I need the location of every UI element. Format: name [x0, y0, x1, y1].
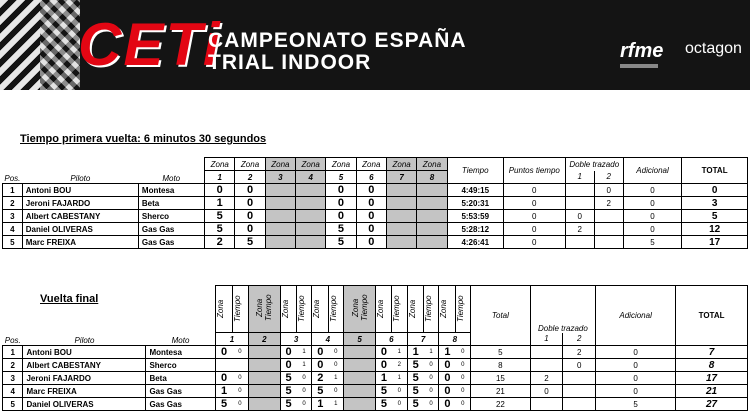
zone-3-time: 0 — [297, 372, 312, 385]
table-row — [3, 197, 748, 210]
zone-5-score: 0 — [326, 184, 356, 197]
zone-1-time: 0 — [232, 346, 248, 359]
rider-name: Albert CABESTANY — [22, 210, 138, 223]
time-cell: 4:49:15 — [447, 184, 503, 197]
zone-1-score: 1 — [216, 385, 232, 398]
double-trace-1 — [565, 184, 594, 197]
championship-title — [208, 30, 467, 74]
zone-6-score: 0 — [356, 236, 386, 249]
bike-brand: Montesa — [146, 346, 216, 359]
zone-8-score: 0 — [439, 398, 455, 411]
final-header-tiempo-4: Tiempo — [328, 295, 338, 323]
table-row — [3, 223, 748, 236]
double-trace-2: 2 — [563, 346, 596, 359]
zone-3-score: 5 — [280, 372, 296, 385]
bike-brand: Beta — [138, 197, 204, 210]
zone-6-score: 0 — [356, 184, 386, 197]
zone-3-score: 5 — [280, 385, 296, 398]
bike-brand: Beta — [146, 372, 216, 385]
zone-4-score — [296, 223, 326, 236]
zone-8-score — [417, 197, 447, 210]
additional-points: 0 — [623, 210, 681, 223]
additional-points: 0 — [623, 197, 681, 210]
zone-1-score: 5 — [216, 398, 232, 411]
zone-8-score — [417, 184, 447, 197]
total-points: 21 — [676, 385, 748, 398]
time-points: 0 — [503, 184, 565, 197]
zone-4-score: 2 — [312, 372, 328, 385]
double-trace-1 — [565, 236, 594, 249]
table-row — [3, 385, 748, 398]
time-cell: 4:26:41 — [447, 236, 503, 249]
final-zone-num-8: 8 — [439, 333, 471, 346]
zone-8-time: 0 — [455, 398, 470, 411]
pos-cell: 2 — [3, 197, 23, 210]
header-dt-1: 1 — [565, 171, 594, 184]
additional-points: 5 — [623, 236, 681, 249]
final-zone-num-3: 3 — [280, 333, 312, 346]
pos-cell: 3 — [3, 372, 23, 385]
header-banner — [0, 0, 750, 90]
additional-points: 0 — [623, 223, 681, 236]
final-header-adicional: Adicional — [596, 286, 676, 346]
zone-4-score: 0 — [312, 359, 328, 372]
lap1-header-row — [3, 158, 748, 171]
zone-3-score — [265, 236, 295, 249]
zone-1-time: 0 — [232, 372, 248, 385]
zone-4-time: 0 — [328, 359, 343, 372]
double-trace-2: 2 — [594, 197, 623, 210]
header-tiempo: Tiempo — [447, 158, 503, 184]
final-title: Vuelta final — [40, 293, 99, 305]
final-zone-num-2: 2 — [248, 333, 280, 346]
zone-5-score: 0 — [326, 210, 356, 223]
header-zone-num-6: 6 — [356, 171, 386, 184]
time-cell: 5:28:12 — [447, 223, 503, 236]
zone-6-score: 0 — [356, 197, 386, 210]
total-points: 0 — [682, 184, 748, 197]
final-zone-num-4: 4 — [312, 333, 344, 346]
time-cell: 5:53:59 — [447, 210, 503, 223]
final-header-total2: TOTAL — [676, 286, 748, 346]
final-header-dt-2: 2 — [563, 333, 596, 346]
final-header-tiempo-8: Tiempo — [455, 295, 465, 323]
zone-4-time: 1 — [328, 398, 343, 411]
zone-7-score — [386, 223, 416, 236]
table-row — [3, 359, 748, 372]
pos-cell: 4 — [3, 223, 23, 236]
zone-5-score — [344, 359, 376, 372]
tire-graphic-overlay — [40, 0, 80, 90]
header-zone-num-5: 5 — [326, 171, 356, 184]
double-trace-2 — [563, 372, 596, 385]
total-points: 3 — [682, 197, 748, 210]
time-points: 0 — [503, 197, 565, 210]
header-zona-3: Zona — [265, 158, 295, 171]
zone-4-score: 1 — [312, 398, 328, 411]
total-points: 7 — [676, 346, 748, 359]
zone-4-score — [296, 236, 326, 249]
zone-8-score: 0 — [439, 372, 455, 385]
bike-brand: Gas Gas — [138, 223, 204, 236]
bike-brand: Sherco — [138, 210, 204, 223]
double-trace-1 — [530, 346, 563, 359]
rider-name: Daniel OLIVERAS — [23, 398, 146, 411]
zone-1-score: 0 — [216, 372, 232, 385]
zone-8-time: 0 — [455, 359, 470, 372]
header-zone-num-4: 4 — [296, 171, 326, 184]
rider-name: Antoni BOU — [23, 346, 146, 359]
header-zona-8: Zona — [417, 158, 447, 171]
subtotal-points: 22 — [471, 398, 530, 411]
zone-6-score: 0 — [356, 210, 386, 223]
final-header-dt-1: 1 — [530, 333, 563, 346]
header-pos: Pos. — [4, 174, 21, 183]
zone-6-score: 1 — [375, 372, 391, 385]
pos-cell: 1 — [3, 346, 23, 359]
time-points: 0 — [503, 210, 565, 223]
zone-5-score: 0 — [326, 197, 356, 210]
pos-cell: 2 — [3, 359, 23, 372]
zone-8-score: 0 — [439, 385, 455, 398]
header-zone-num-7: 7 — [386, 171, 416, 184]
zone-5-score — [344, 385, 376, 398]
final-header-tiempo-6: Tiempo — [392, 295, 402, 323]
zone-4-score: 5 — [312, 385, 328, 398]
double-trace-1: 2 — [530, 372, 563, 385]
final-header-zona-8: Zona — [439, 299, 449, 319]
double-trace-2 — [594, 223, 623, 236]
header-zona-4: Zona — [296, 158, 326, 171]
final-header-pos: Pos. — [4, 336, 21, 345]
zone-7-time: 1 — [424, 346, 439, 359]
rider-name: Antoni BOU — [22, 184, 138, 197]
final-table — [2, 285, 748, 411]
zone-1-score: 5 — [205, 210, 235, 223]
zone-3-score: 0 — [280, 359, 296, 372]
total-points: 5 — [682, 210, 748, 223]
zone-6-score: 0 — [375, 346, 391, 359]
header-zona-1: Zona — [205, 158, 235, 171]
octagon-logo: octagon — [685, 40, 742, 57]
header-zona-7: Zona — [386, 158, 416, 171]
zone-7-time: 0 — [424, 385, 439, 398]
header-zone-num-1: 1 — [205, 171, 235, 184]
zone-3-score — [265, 184, 295, 197]
zone-1-score: 2 — [205, 236, 235, 249]
rider-name: Marc FREIXA — [22, 236, 138, 249]
zone-2-score: 0 — [235, 223, 265, 236]
double-trace-2 — [563, 385, 596, 398]
final-header-zona-4: Zona — [312, 299, 322, 319]
zone-2-score: 0 — [235, 197, 265, 210]
zone-8-score: 0 — [439, 359, 455, 372]
zone-8-time: 0 — [455, 346, 470, 359]
final-header-tiempo-2: Tiempo — [264, 294, 274, 322]
final-zone-num-6: 6 — [375, 333, 407, 346]
double-trace-1 — [530, 359, 563, 372]
header-dt-2: 2 — [594, 171, 623, 184]
zone-3-time: 1 — [297, 359, 312, 372]
zone-1-time: 0 — [232, 385, 248, 398]
zone-7-score: 5 — [407, 398, 423, 411]
title-line-2: TRIAL INDOOR — [208, 51, 372, 74]
subtotal-points: 5 — [471, 346, 530, 359]
zone-7-score — [386, 236, 416, 249]
lap1-table — [2, 157, 748, 249]
lap1-title: Tiempo primera vuelta: 6 minutos 30 segundos — [20, 133, 267, 145]
header-doble-trazado: Doble trazado — [565, 158, 623, 171]
zone-7-score: 5 — [407, 359, 423, 372]
subtotal-points: 15 — [471, 372, 530, 385]
zone-3-score: 0 — [280, 346, 296, 359]
double-trace-1: 0 — [565, 210, 594, 223]
header-puntos-tiempo: Puntos tiempo — [503, 158, 565, 184]
zone-4-time: 0 — [328, 346, 343, 359]
zone-8-score — [417, 210, 447, 223]
header-adicional: Adicional — [623, 158, 681, 184]
zone-3-time: 0 — [297, 385, 312, 398]
rider-name: Albert CABESTANY — [23, 359, 146, 372]
zone-3-time: 1 — [297, 346, 312, 359]
rider-name: Jeroni FAJARDO — [22, 197, 138, 210]
time-points: 0 — [503, 223, 565, 236]
total-points: 17 — [682, 236, 748, 249]
pos-cell: 5 — [3, 236, 23, 249]
zone-1-score — [216, 359, 232, 372]
double-trace-1: 0 — [530, 385, 563, 398]
total-points: 8 — [676, 359, 748, 372]
double-trace-2: 0 — [563, 359, 596, 372]
additional-points: 5 — [596, 398, 676, 411]
bike-brand: Gas Gas — [146, 385, 216, 398]
final-header-tiempo-3: Tiempo — [297, 295, 307, 323]
final-header-row — [3, 286, 748, 333]
zone-4-time: 0 — [328, 385, 343, 398]
bike-brand: Gas Gas — [146, 398, 216, 411]
zone-6-score: 0 — [356, 223, 386, 236]
final-header-zona-5: Zona — [350, 298, 360, 318]
zone-7-time: 0 — [424, 359, 439, 372]
bike-brand: Sherco — [146, 359, 216, 372]
zone-2-score — [248, 346, 280, 359]
final-header-piloto: Piloto — [74, 336, 95, 345]
double-trace-1: 2 — [565, 223, 594, 236]
zone-3-time: 0 — [297, 398, 312, 411]
zone-2-score: 0 — [235, 184, 265, 197]
zone-5-score — [344, 372, 376, 385]
double-trace-2: 0 — [594, 184, 623, 197]
zone-6-time: 2 — [392, 359, 407, 372]
zone-5-score: 5 — [326, 223, 356, 236]
final-header-tiempo-7: Tiempo — [424, 295, 434, 323]
zone-2-score — [248, 359, 280, 372]
zone-6-score: 5 — [375, 398, 391, 411]
double-trace-2 — [594, 210, 623, 223]
pos-cell: 1 — [3, 184, 23, 197]
additional-points: 0 — [596, 346, 676, 359]
additional-points: 0 — [623, 184, 681, 197]
bike-brand: Gas Gas — [138, 236, 204, 249]
zone-2-score — [248, 385, 280, 398]
zone-2-score: 5 — [235, 236, 265, 249]
table-row — [3, 346, 748, 359]
zone-7-score: 5 — [407, 385, 423, 398]
total-points: 12 — [682, 223, 748, 236]
zone-1-score: 0 — [205, 184, 235, 197]
final-header-tiempo-5: Tiempo — [359, 294, 369, 322]
time-points: 0 — [503, 236, 565, 249]
header-zone-num-3: 3 — [265, 171, 295, 184]
pos-cell: 3 — [3, 210, 23, 223]
subtotal-points: 8 — [471, 359, 530, 372]
title-line-1: CAMPEONATO ESPAÑA — [208, 29, 467, 52]
zone-2-score: 0 — [235, 210, 265, 223]
final-header-moto: Moto — [171, 336, 190, 345]
bike-brand: Montesa — [138, 184, 204, 197]
zone-4-score: 0 — [312, 346, 328, 359]
zone-1-time: 0 — [232, 398, 248, 411]
total-points: 27 — [676, 398, 748, 411]
table-row — [3, 372, 748, 385]
final-header-zona-6: Zona — [375, 299, 385, 319]
header-total: TOTAL — [682, 158, 748, 184]
final-zone-num-1: 1 — [216, 333, 249, 346]
header-zone-num-2: 2 — [235, 171, 265, 184]
final-header-tiempo-1: Tiempo — [232, 295, 242, 323]
table-row — [3, 210, 748, 223]
zone-6-score: 5 — [375, 385, 391, 398]
header-zona-6: Zona — [356, 158, 386, 171]
zone-7-score — [386, 210, 416, 223]
zone-8-score — [417, 236, 447, 249]
zone-3-score — [265, 197, 295, 210]
zone-7-score: 5 — [407, 372, 423, 385]
zone-8-time: 0 — [455, 372, 470, 385]
zone-5-score: 5 — [326, 236, 356, 249]
zone-4-score — [296, 210, 326, 223]
zone-7-score — [386, 197, 416, 210]
zone-1-score: 1 — [205, 197, 235, 210]
zone-1-score: 0 — [216, 346, 232, 359]
header-zone-num-8: 8 — [417, 171, 447, 184]
final-header-doble-trazado: Doble trazado — [530, 286, 596, 333]
zone-8-score — [417, 223, 447, 236]
table-row — [3, 236, 748, 249]
additional-points: 0 — [596, 372, 676, 385]
zone-3-score: 5 — [280, 398, 296, 411]
final-header-zona-7: Zona — [407, 299, 417, 319]
zone-6-time: 1 — [392, 372, 407, 385]
header-moto: Moto — [162, 174, 181, 183]
rider-name: Daniel OLIVERAS — [22, 223, 138, 236]
final-header-total: Total — [471, 286, 530, 346]
header-zona-2: Zona — [235, 158, 265, 171]
subtotal-points: 21 — [471, 385, 530, 398]
pos-cell: 4 — [3, 385, 23, 398]
total-points: 17 — [676, 372, 748, 385]
time-cell: 5:20:31 — [447, 197, 503, 210]
zone-4-time: 1 — [328, 372, 343, 385]
additional-points: 0 — [596, 385, 676, 398]
final-zone-num-5: 5 — [344, 333, 376, 346]
zone-6-time: 1 — [392, 346, 407, 359]
table-row — [3, 184, 748, 197]
header-zona-5: Zona — [326, 158, 356, 171]
zone-8-time: 0 — [455, 385, 470, 398]
zone-4-score — [296, 184, 326, 197]
zone-7-time: 0 — [424, 398, 439, 411]
final-zone-num-7: 7 — [407, 333, 439, 346]
zone-6-time: 0 — [392, 385, 407, 398]
rider-name: Marc FREIXA — [23, 385, 146, 398]
zone-4-score — [296, 197, 326, 210]
zone-3-score — [265, 223, 295, 236]
final-header-zona-1: Zona — [216, 299, 226, 319]
double-trace-1 — [565, 197, 594, 210]
zone-1-score: 5 — [205, 223, 235, 236]
additional-points: 0 — [596, 359, 676, 372]
zone-6-score: 0 — [375, 359, 391, 372]
zone-7-time: 0 — [424, 372, 439, 385]
zone-7-score: 1 — [407, 346, 423, 359]
ceti-logo: CETi — [78, 11, 222, 78]
zone-8-score: 1 — [439, 346, 455, 359]
rfme-logo: rfme — [620, 40, 663, 68]
final-header-zona-3: Zona — [280, 299, 290, 319]
final-header-zona-2: Zona — [255, 298, 265, 318]
zone-2-score — [248, 372, 280, 385]
pos-cell: 5 — [3, 398, 23, 411]
zone-6-time: 0 — [392, 398, 407, 411]
zone-5-score — [344, 346, 376, 359]
zone-7-score — [386, 184, 416, 197]
header-piloto: Piloto — [70, 174, 91, 183]
double-trace-2 — [594, 236, 623, 249]
zone-3-score — [265, 210, 295, 223]
rider-name: Jeroni FAJARDO — [23, 372, 146, 385]
zone-1-time — [232, 359, 248, 372]
